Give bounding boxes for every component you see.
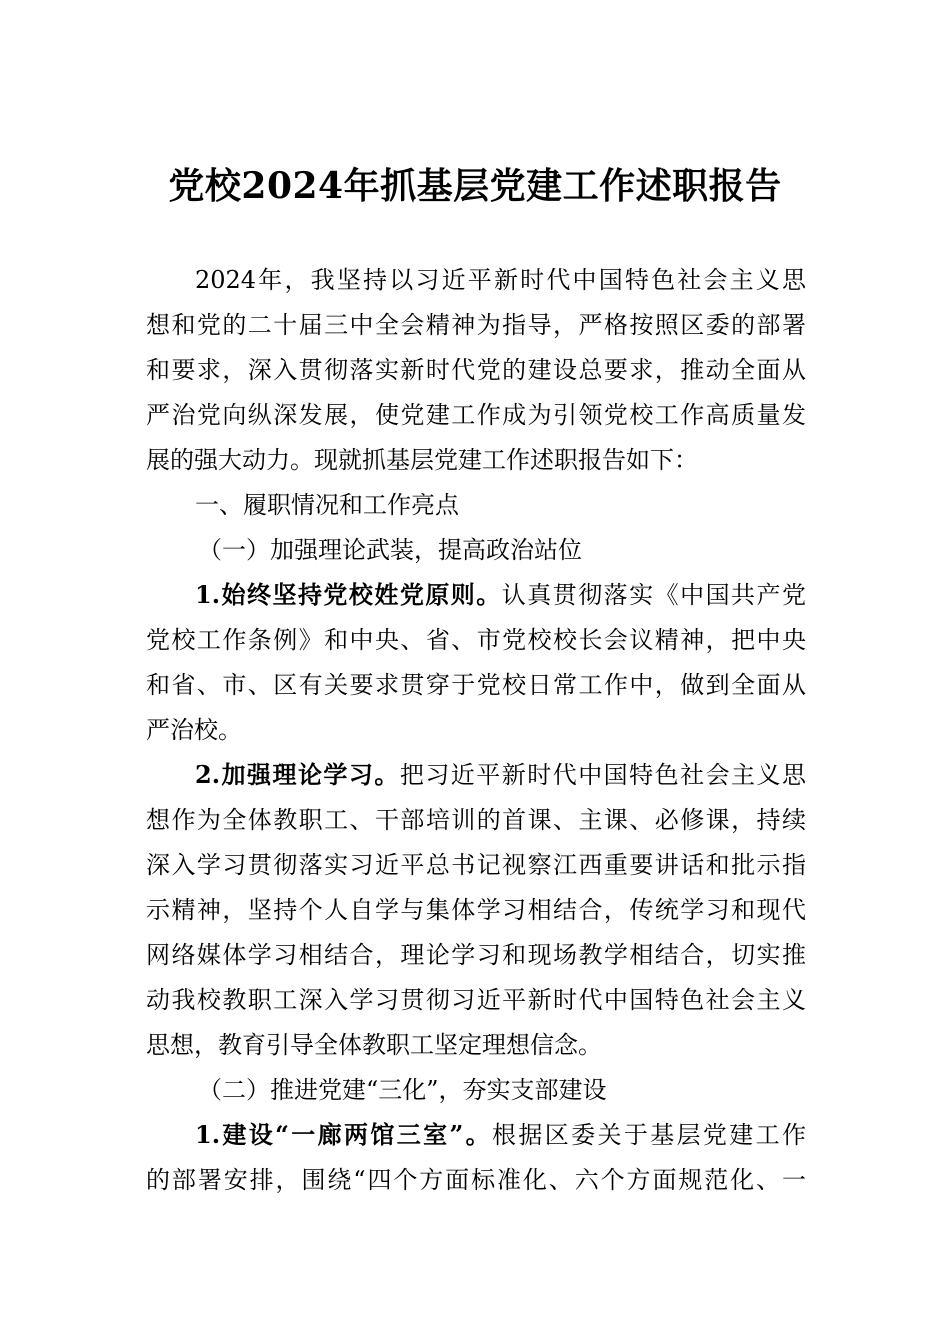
item-3-first-line [146, 1117, 806, 1153]
intro-line-3: 和要求，深入贯彻落实新时代党的建设总要求，推动全面从 [146, 356, 806, 384]
item-2-lead: 2.加强理论学习。 [195, 760, 400, 789]
item-1-line-3: 和省、市、区有关要求贯穿于党校日常工作中，做到全面从 [146, 671, 806, 699]
item-2-first-rest: 把习近平新时代中国特色社会主义思 [399, 761, 806, 789]
item-2-line-7: 思想，教育引导全体教职工坚定理想信念。 [146, 1031, 602, 1059]
intro-line-2: 想和党的二十届三中全会精神为指导，严格按照区委的部署 [146, 311, 806, 339]
item-1-line-2: 党校工作条例》和中央、省、市党校校长会议精神，把中央 [146, 626, 806, 654]
item-2-line-3: 深入学习贯彻落实习近平总书记视察江西重要讲话和批示指 [146, 851, 806, 879]
subsection-heading-2: （二）推进党建“三化”，夯实支部建设 [198, 1076, 607, 1104]
item-2-line-2: 想作为全体教职工、干部培训的首课、主课、必修课，持续 [146, 806, 806, 834]
item-1-line-4: 严治校。 [146, 716, 242, 744]
item-1-first-rest: 认真贯彻落实《中国共产党 [501, 581, 806, 609]
item-2-line-6: 动我校教职工深入学习贯彻习近平新时代中国特色社会主义 [146, 986, 806, 1014]
subsection-heading-1: （一）加强理论武装，提高政治站位 [198, 536, 582, 564]
intro-line-1: 2024年，我坚持以习近平新时代中国特色社会主义思 [195, 266, 806, 294]
document-title: 党校2024年抓基层党建工作述职报告 [168, 165, 782, 207]
item-3-first-rest: 根据区委关于基层党建工作 [492, 1121, 806, 1149]
item-3-lead: 1.建设“一廊两馆三室”。 [195, 1120, 493, 1149]
intro-line-5: 展的强大动力。现就抓基层党建工作述职报告如下： [146, 446, 698, 474]
item-1-lead: 1.始终坚持党校姓党原则。 [195, 580, 502, 609]
section-heading-1: 一、履职情况和工作亮点 [195, 491, 459, 519]
item-3-line-2: 的部署安排，围绕“四个方面标准化、六个方面规范化、一 [146, 1166, 806, 1194]
intro-line-4: 严治党向纵深发展，使党建工作成为引领党校工作高质量发 [146, 401, 806, 429]
item-2-line-4: 示精神，坚持个人自学与集体学习相结合，传统学习和现代 [146, 896, 806, 924]
item-2-line-5: 网络媒体学习相结合，理论学习和现场教学相结合，切实推 [146, 941, 806, 969]
item-1-first-line [146, 577, 806, 613]
item-2-first-line [146, 757, 806, 793]
